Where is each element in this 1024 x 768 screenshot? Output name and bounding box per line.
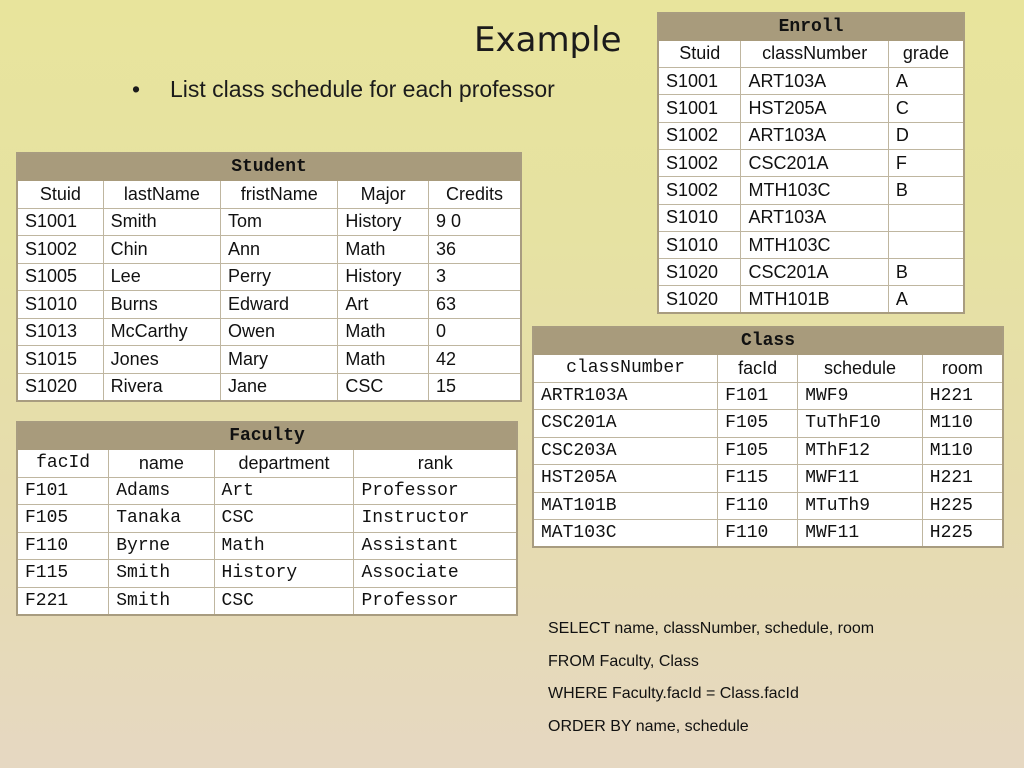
table-cell: MWF11: [798, 465, 923, 493]
table-cell: 15: [428, 373, 521, 401]
table-row: [658, 204, 964, 231]
column-header: rank: [354, 450, 517, 478]
table-cell: [888, 231, 964, 258]
column-header: Major: [338, 181, 429, 209]
table-cell: Rivera: [103, 373, 220, 401]
table-cell: Instructor: [354, 505, 517, 533]
table-cell: S1013: [17, 318, 103, 346]
table-cell: F101: [718, 382, 798, 410]
table-cell: H221: [922, 465, 1003, 493]
table-cell: B: [888, 259, 964, 286]
table-cell: MTH103C: [741, 231, 888, 258]
table-cell: Tanaka: [109, 505, 214, 533]
table-row: [17, 587, 517, 615]
table-cell: MTH103C: [741, 177, 888, 204]
table-row: [17, 505, 517, 533]
table-cell: M110: [922, 410, 1003, 438]
table-cell: Burns: [103, 291, 220, 319]
bullet-text: List class schedule for each professor: [170, 76, 555, 102]
table-cell: Jones: [103, 346, 220, 374]
table-cell: D: [888, 122, 964, 149]
table-cell: F: [888, 149, 964, 176]
column-header: lastName: [103, 181, 220, 209]
table-caption: Enroll: [658, 13, 964, 40]
table-cell: Chin: [103, 236, 220, 264]
column-header: department: [214, 450, 354, 478]
faculty-table: [16, 421, 518, 616]
table-cell: S1005: [17, 263, 103, 291]
table-row: [17, 263, 521, 291]
table-cell: History: [214, 560, 354, 588]
table-cell: S1015: [17, 346, 103, 374]
table-cell: S1020: [658, 286, 741, 313]
table-cell: F105: [718, 410, 798, 438]
table-cell: MWF11: [798, 520, 923, 548]
column-header: classNumber: [741, 40, 888, 67]
column-header: Stuid: [658, 40, 741, 67]
table-cell: A: [888, 68, 964, 95]
sql-line: WHERE Faculty.facId = Class.facId: [548, 685, 799, 702]
sql-line: SELECT name, classNumber, schedule, room: [548, 620, 875, 637]
table-row: [658, 149, 964, 176]
column-header: schedule: [798, 355, 923, 383]
table-cell: S1010: [658, 231, 741, 258]
column-header: Credits: [428, 181, 521, 209]
table-cell: S1002: [658, 122, 741, 149]
table-cell: Adams: [109, 477, 214, 505]
table-row: [17, 236, 521, 264]
table-cell: Smith: [109, 587, 214, 615]
table-cell: Byrne: [109, 532, 214, 560]
table-cell: HST205A: [741, 95, 888, 122]
table-row: [17, 373, 521, 401]
table-cell: Smith: [103, 208, 220, 236]
table-cell: History: [338, 263, 429, 291]
table-cell: Math: [338, 346, 429, 374]
table-cell: Owen: [221, 318, 338, 346]
table-cell: H221: [922, 382, 1003, 410]
table-cell: B: [888, 177, 964, 204]
table-cell: CSC: [214, 587, 354, 615]
table-cell: Smith: [109, 560, 214, 588]
table-cell: TuThF10: [798, 410, 923, 438]
table-row: [17, 291, 521, 319]
table-row: [17, 208, 521, 236]
column-header: fristName: [221, 181, 338, 209]
table-cell: ART103A: [741, 68, 888, 95]
table-cell: S1010: [658, 204, 741, 231]
table-cell: 42: [428, 346, 521, 374]
table-row: [658, 286, 964, 313]
table-cell: Tom: [221, 208, 338, 236]
table-cell: F115: [718, 465, 798, 493]
table-cell: 3: [428, 263, 521, 291]
column-header: grade: [888, 40, 964, 67]
table-cell: Professor: [354, 477, 517, 505]
table-cell: Math: [338, 236, 429, 264]
column-header: classNumber: [533, 355, 718, 383]
table-row: [17, 532, 517, 560]
table-cell: ART103A: [741, 204, 888, 231]
table-cell: MWF9: [798, 382, 923, 410]
table-cell: CSC: [338, 373, 429, 401]
table-cell: CSC201A: [741, 149, 888, 176]
table-cell: H225: [922, 492, 1003, 520]
table-caption: Class: [533, 327, 1003, 355]
student-table: [16, 152, 522, 402]
table-cell: MAT103C: [533, 520, 718, 548]
table-row: [17, 346, 521, 374]
table-row: [658, 259, 964, 286]
table-cell: MAT101B: [533, 492, 718, 520]
table-cell: Perry: [221, 263, 338, 291]
table-cell: A: [888, 286, 964, 313]
table-cell: M110: [922, 437, 1003, 465]
table-caption: Faculty: [17, 422, 517, 450]
table-cell: ARTR103A: [533, 382, 718, 410]
table-cell: S1002: [658, 177, 741, 204]
sql-line: FROM Faculty, Class: [548, 652, 699, 670]
table-cell: F105: [718, 437, 798, 465]
table-cell: S1001: [658, 68, 741, 95]
table-cell: S1020: [17, 373, 103, 401]
table-cell: Professor: [354, 587, 517, 615]
table-cell: ART103A: [741, 122, 888, 149]
table-cell: History: [338, 208, 429, 236]
slide-title: Example: [474, 20, 622, 60]
table-cell: Edward: [221, 291, 338, 319]
table-cell: Assistant: [354, 532, 517, 560]
table-cell: H225: [922, 520, 1003, 548]
table-cell: S1002: [658, 149, 741, 176]
table-cell: 0: [428, 318, 521, 346]
enroll-table: [657, 12, 965, 314]
table-row: [658, 68, 964, 95]
table-cell: Math: [338, 318, 429, 346]
table-cell: F105: [17, 505, 109, 533]
table-cell: CSC203A: [533, 437, 718, 465]
table-cell: F115: [17, 560, 109, 588]
class-table: [532, 326, 1004, 548]
table-cell: MTuTh9: [798, 492, 923, 520]
table-cell: Math: [214, 532, 354, 560]
table-row: [658, 231, 964, 258]
table-cell: Jane: [221, 373, 338, 401]
table-cell: Art: [214, 477, 354, 505]
table-cell: Ann: [221, 236, 338, 264]
table-cell: CSC201A: [533, 410, 718, 438]
column-header: facId: [17, 450, 109, 478]
table-row: [658, 95, 964, 122]
table-cell: 63: [428, 291, 521, 319]
table-caption: Student: [17, 153, 521, 181]
table-row: [533, 492, 1003, 520]
bullet-point: [132, 76, 555, 103]
table-cell: F110: [718, 492, 798, 520]
table-cell: HST205A: [533, 465, 718, 493]
table-cell: S1010: [17, 291, 103, 319]
column-header: Stuid: [17, 181, 103, 209]
table-cell: McCarthy: [103, 318, 220, 346]
column-header: name: [109, 450, 214, 478]
table-cell: F110: [17, 532, 109, 560]
table-row: [533, 520, 1003, 548]
column-header: facId: [718, 355, 798, 383]
table-row: [533, 437, 1003, 465]
column-header: room: [922, 355, 1003, 383]
table-cell: S1020: [658, 259, 741, 286]
table-cell: S1001: [658, 95, 741, 122]
table-cell: CSC201A: [741, 259, 888, 286]
table-cell: [888, 204, 964, 231]
table-row: [658, 177, 964, 204]
table-row: [17, 318, 521, 346]
table-row: [533, 410, 1003, 438]
bullet-dot-icon: •: [132, 76, 141, 102]
sql-line: ORDER BY name, schedule: [548, 717, 749, 735]
table-cell: F101: [17, 477, 109, 505]
table-cell: MThF12: [798, 437, 923, 465]
sql-query: [548, 620, 874, 750]
table-cell: C: [888, 95, 964, 122]
table-cell: S1001: [17, 208, 103, 236]
table-row: [17, 560, 517, 588]
table-row: [658, 122, 964, 149]
table-cell: F221: [17, 587, 109, 615]
table-row: [533, 382, 1003, 410]
table-cell: Mary: [221, 346, 338, 374]
table-cell: Lee: [103, 263, 220, 291]
table-cell: Art: [338, 291, 429, 319]
table-row: [533, 465, 1003, 493]
table-cell: S1002: [17, 236, 103, 264]
table-cell: Associate: [354, 560, 517, 588]
table-cell: CSC: [214, 505, 354, 533]
table-cell: F110: [718, 520, 798, 548]
table-cell: MTH101B: [741, 286, 888, 313]
table-row: [17, 477, 517, 505]
table-cell: 9 0: [428, 208, 521, 236]
table-cell: 36: [428, 236, 521, 264]
